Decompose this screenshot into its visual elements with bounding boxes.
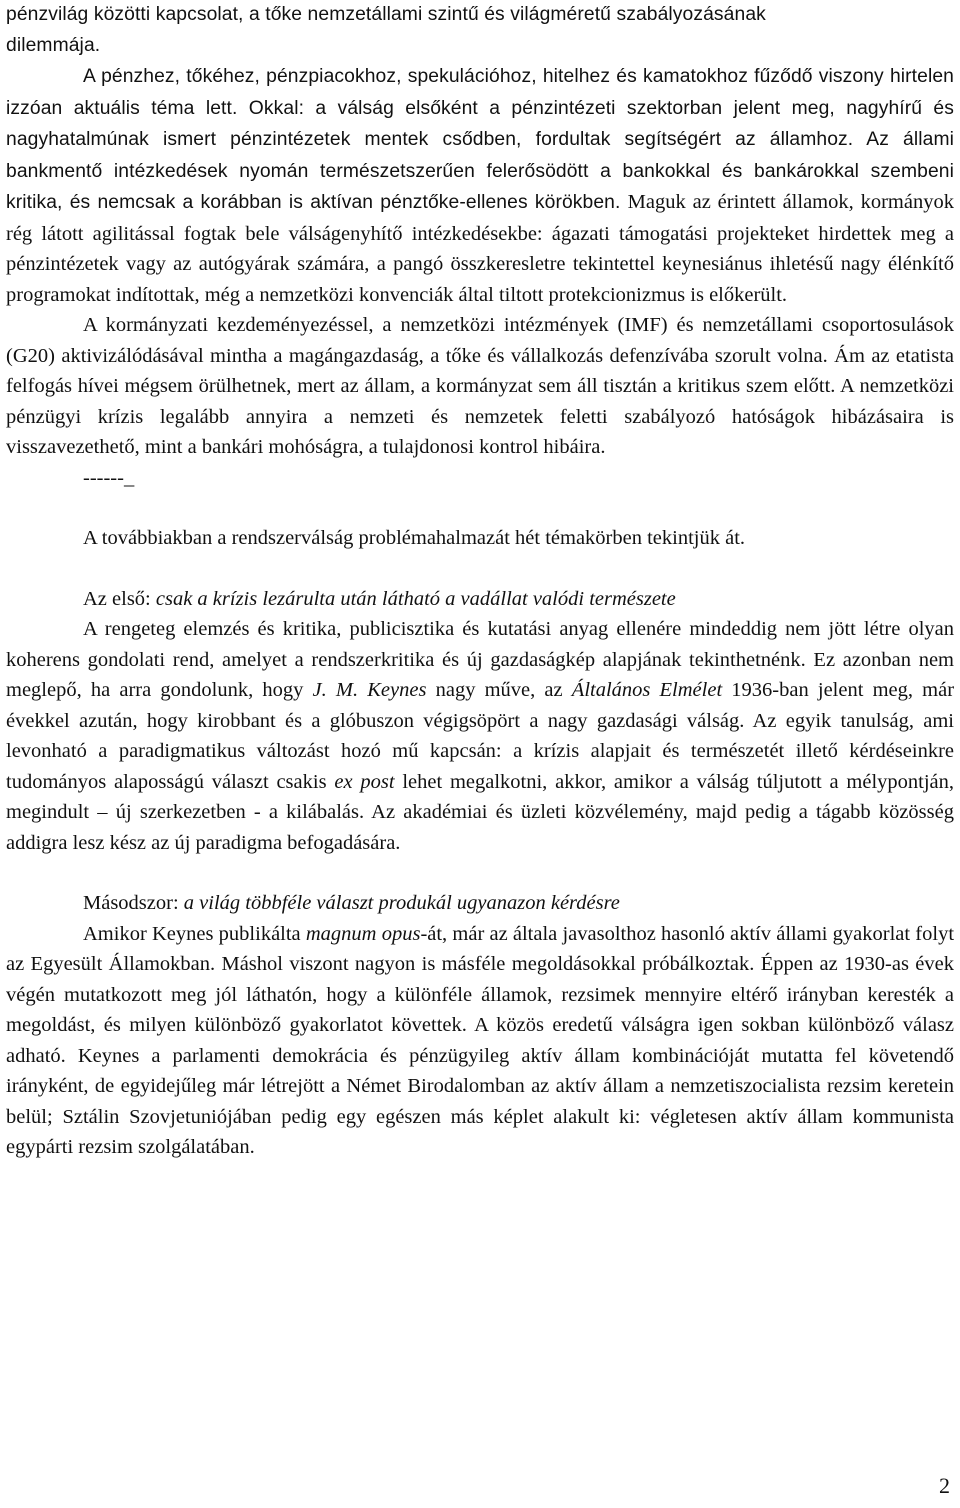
section-2-paragraph [6, 919, 954, 1163]
spacer [6, 554, 954, 584]
section-1-book-title: Általános Elmélet [571, 679, 723, 701]
section-1-paragraph [6, 614, 954, 858]
spacer [6, 493, 954, 523]
section-1-text-d: lehet megalkotni, akkor, amikor a válság túljutott a mélypontján, megindult – új szerkezetben - a kilábalás. Az akadémiai és üzleti közvélemény, majd pedig a tágabb közösség addigra lesz kész az új paradigma befogadására. [6, 770, 955, 854]
section-1-latin-term: ex post [334, 770, 395, 793]
intro-line-2: dilemmája. [6, 34, 101, 56]
section-1-heading [6, 584, 954, 615]
section-2-text-a: Amikor Keynes publikálta [83, 922, 306, 945]
paragraph-money-relations [6, 61, 954, 310]
paragraph-money-relations-text-c: Maguk az érintett államok, kormányok rég látott agilitással fogtak bele válságenyhítő intézkedésekbe: ágazati támogatási projekteket hirdettek meg a pénzintézetek vagy az autógyárak számára, a pangó összkeresletre tekintettel keynesiánus ihletésű nagy élénkítő programokat indítottak, még a nemzetközi konvenciák által tiltott protekcionizmus is előkerült. [6, 191, 954, 306]
section-2-heading [6, 888, 954, 919]
section-1-text-b: nagy műve, az [426, 679, 572, 701]
document-body [6, 0, 954, 1163]
section-2-heading-title: a világ többféle választ produkál ugyanazon kérdésre [183, 892, 620, 914]
paragraph-government-initiative: A kormányzati kezdeményezéssel, a nemzetközi intézmények (IMF) és nemzetállami csoportosulások (G20) aktivizálódásával mintha a magángazdaság, a tőke és vállalkozás defenzívába szorult volna. Ám az etatista felfogás hívei mégsem örülhetnek, mert az állam, a kormányzat sem áll tisztán a kritikus szem előtt. A nemzetközi pénzügyi krízis legalább annyira a nemzeti és nemzetek feletti szabályozó hatóságok hibázásaira is visszavezethető, mint a bankári mohóságra, a tulajdonosi kontrol hibáira. [6, 314, 954, 458]
summary-line: A továbbiakban a rendszerválság problémahalmazát hét témakörben tekintjük át. [83, 527, 746, 549]
separator-line: ------_ [83, 466, 135, 489]
section-1-heading-label: Az első: [83, 587, 156, 610]
section-1-text-a: A rengeteg elemzés és kritika, publicisztika és kutatási anyag ellenére mindeddig nem jött létre olyan koherens gondolati rend, amelyet a rendszerkritika és új gazdaságkép alapjának tekinthetnénk. Ez azonban nem meglepő, ha arra gondolunk, hogy [6, 618, 954, 701]
section-2-latin-term: magnum opus [305, 922, 421, 945]
section-2-text-b: -át, már az általa javasolthoz hasonló aktív állami gyakorlat folyt az Egyesült Államokban. Máshol viszont nagyon is másféle megoldásokkal próbálkoztak. Éppen az 1930-as évek végén mutatkozott meg jól láthatón, hogy a különféle államok, rezsimek mennyire eltérő irányban keresték a megoldást, és milyen különböző gyakorlatot követtek. A közös eredetű válságra igen sokban különböző válasz adható. Keynes a parlamenti demokrácia és pénzügyileg aktív állam kombinációját mutatta fel követendő irányként, de egyidejűleg már létrejött a Német Birodalomban az aktív állam a nemzetiszocialista rezsim keretein belül; Sztálin Szovjetuniójában pedig egy egészen más képlet alakult ki: végletesen aktív állam kommunista egypárti rezsim szolgálatában. [6, 922, 955, 1158]
intro-line-1: pénzvilág közötti kapcsolat, a tőke nemzetállami szintű és világméretű szabályozásának [6, 4, 766, 25]
section-1-heading-title: csak a krízis lezárulta után látható a vadállat valódi természete [155, 587, 676, 610]
paragraph-money-relations-text-a: A pénzhez, tőkéhez, pénzpiacokhoz, spekulációhoz, hitelhez és kamatokhoz fűződő viszony hirtelen izzóan aktuális téma lett. [6, 66, 954, 119]
spacer [6, 858, 954, 888]
section-2-heading-label: Másodszor: [83, 892, 184, 914]
section-1-text-c: 1936-ban jelent meg, már évekkel azután, hogy kirobbant és a glóbuszon végigsöpört a nagy gazdasági válság. Az egyik tanulság, ami levonható a paradigmatikus változást hozó mű kapcsán: a krízis alapjait és természetét illető kérdéseinkre tudományos alaposságú választ csakis [6, 679, 955, 793]
section-1-author: J. M. Keynes [312, 679, 427, 701]
page-number: 2 [939, 1473, 950, 1498]
paragraph-money-relations-text-b: Okkal: a válság elsőként a pénzintézeti szektorban jelent meg, nagyhírű és nagyhatalmúnak ismert pénzintézetek mentek csődben, fordultak segítségért az államhoz. Az állami bankmentő intézkedések nyomán természetszerűen felerősödött a bankokkal és bankárokkal szembeni kritika, és nemcsak a korábban is aktívan pénztőke-ellenes körökben. [6, 97, 954, 213]
